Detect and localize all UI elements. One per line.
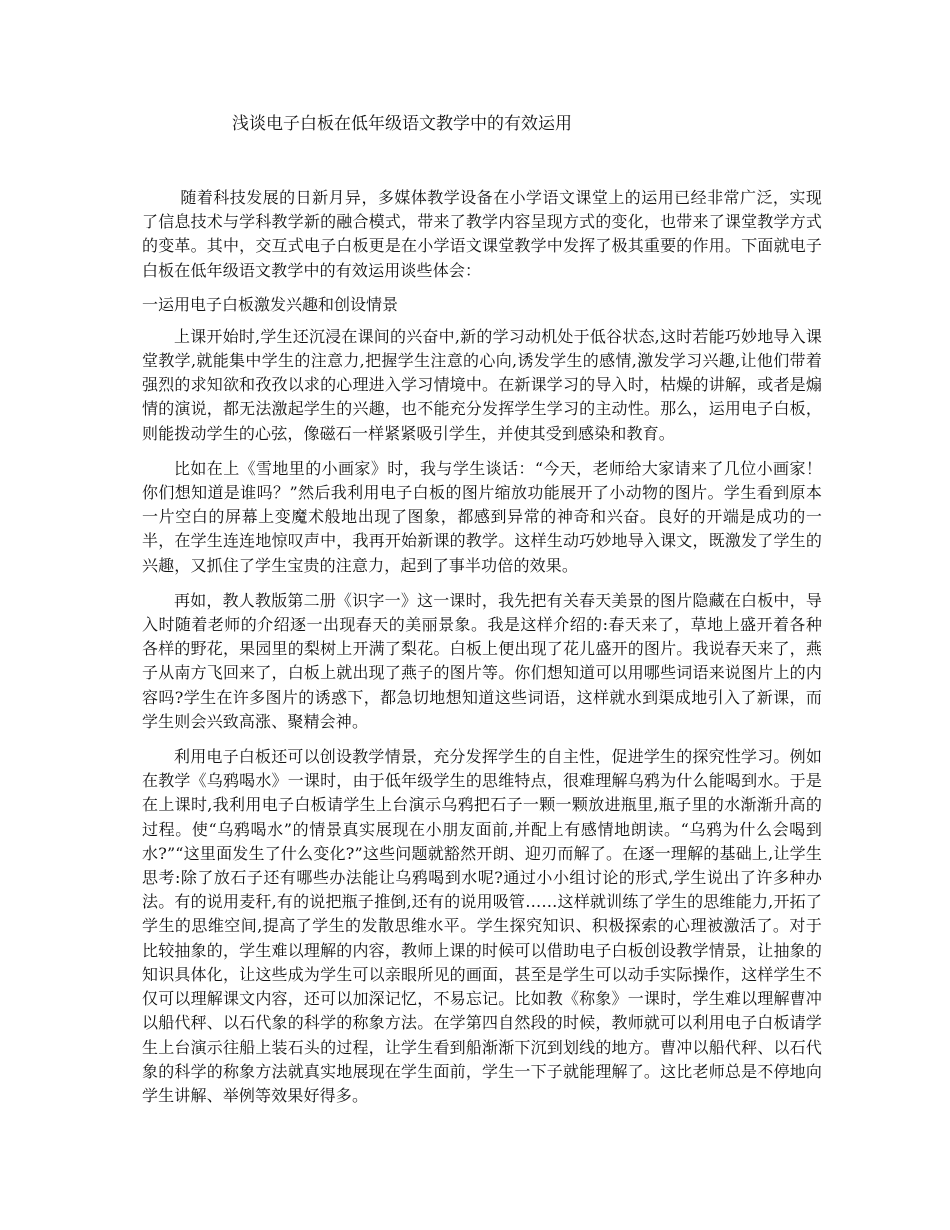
paragraph-4: 利用电子白板还可以创设教学情景，充分发挥学生的自主性，促进学生的探究性学习。例如在教学《乌鸦喝水》一课时，由于低年级学生的思维特点，很难理解乌鸦为什么能喝到水。于是在上课时,我利用电子白板请学生上台演示乌鸦把石子一颗一颗放进瓶里,瓶子里的水渐渐升高的过程。使“乌鸦喝水”的情景真实展现在小朋友面前,并配上有感情地朗读。“乌鸦为什么会喝到水?”“这里面发生了什么变化?”这些问题就豁然开朗、迎刃而解了。在逐一理解的基础上,让学生思考:除了放石子还有哪些办法能让乌鸦喝到水呢?通过小小组讨论的形式,学生说出了许多种办法。有的说用麦秆,有的说把瓶子推倒,还有的说用吸管……这样就训练了学生的思维能力,开拓了学生的思维空间,提高了学生的发散思维水平。学生探究知识、积极探索的心理被激活了。对于比较抽象的，学生难以理解的内容，教师上课的时候可以借助电子白板创设教学情景，让抽象的知识具体化，让这些成为学生可以亲眼所见的画面，甚至是学生可以动手实际操作，这样学生不仅可以理解课文内容，还可以加深记忆，不易忘记。比如教《称象》一课时，学生难以理解曹冲以船代秤、以石代象的科学的称象方法。在学第四自然段的时候，教师就可以利用电子白板请学生上台演示往船上装石头的过程，让学生看到船渐渐下沉到划线的地方。曹冲以船代秤、以石代象的科学的称象方法就真实地展现在学生面前，学生一下子就能理解了。这比老师总是不停地向学生讲解、举例等效果好得多。 [142,747,822,1105]
document-body [142,186,822,1108]
paragraph-2: 比如在上《雪地里的小画家》时，我与学生谈话：“今天，老师给大家请来了几位小画家！你们想知道是谁吗？”然后我利用电子白板的图片缩放功能展开了小动物的图片。学生看到原本一片空白的屏幕上变魔术般地出现了图象，都感到异常的神奇和兴奋。良好的开端是成功的一半，在学生连连地惊叹声中，我再开始新课的教学。这样生动巧妙地导入课文，既激发了学生的兴趣，又抓住了学生宝贵的注意力，起到了事半功倍的效果。 [142,458,822,575]
paragraph-3: 再如，教人教版第二册《识字一》这一课时，我先把有关春天美景的图片隐藏在白板中，导入时随着老师的介绍逐一出现春天的美丽景象。我是这样介绍的:春天来了，草地上盛开着各种各样的野花，果园里的梨树上开满了梨花。白板上便出现了花儿盛开的图片。我说春天来了，燕子从南方飞回来了，白板上就出现了燕子的图片等。你们想知道可以用哪些词语来说图片上的内容吗?学生在许多图片的诱惑下，都急切地想知道这些词语，这样就水到渠成地引入了新课，而学生则会兴致高涨、聚精会神。 [142,590,822,731]
section-heading: 一运用电子白板激发兴趣和创设情景 [142,294,399,314]
document-title: 浅谈电子白板在低年级语文教学中的有效运用 [232,114,572,134]
paragraph-1: 上课开始时,学生还沉浸在课间的兴奋中,新的学习动机处于低谷状态,这时若能巧妙地导入课堂教学,就能集中学生的注意力,把握学生注意的心向,诱发学生的感情,激发学习兴趣,让他们带着强烈的求知欲和孜孜以求的心理进入学习情境中。在新课学习的导入时，枯燥的讲解，或者是煽情的演说，都无法激起学生的兴趣，也不能充分发挥学生学习的主动性。那么，运用电子白板，则能拨动学生的心弦，像磁石一样紧紧吸引学生，并使其受到感染和教育。 [142,326,822,443]
intro-paragraph: 随着科技发展的日新月异，多媒体教学设备在小学语文课堂上的运用已经非常广泛，实现了信息技术与学科教学新的融合模式，带来了教学内容呈现方式的变化，也带来了课堂教学方式的变革。其中，交互式电子白板更是在小学语文课堂教学中发挥了极其重要的作用。下面就电子白板在低年级语文教学中的有效运用谈些体会： [142,188,822,280]
